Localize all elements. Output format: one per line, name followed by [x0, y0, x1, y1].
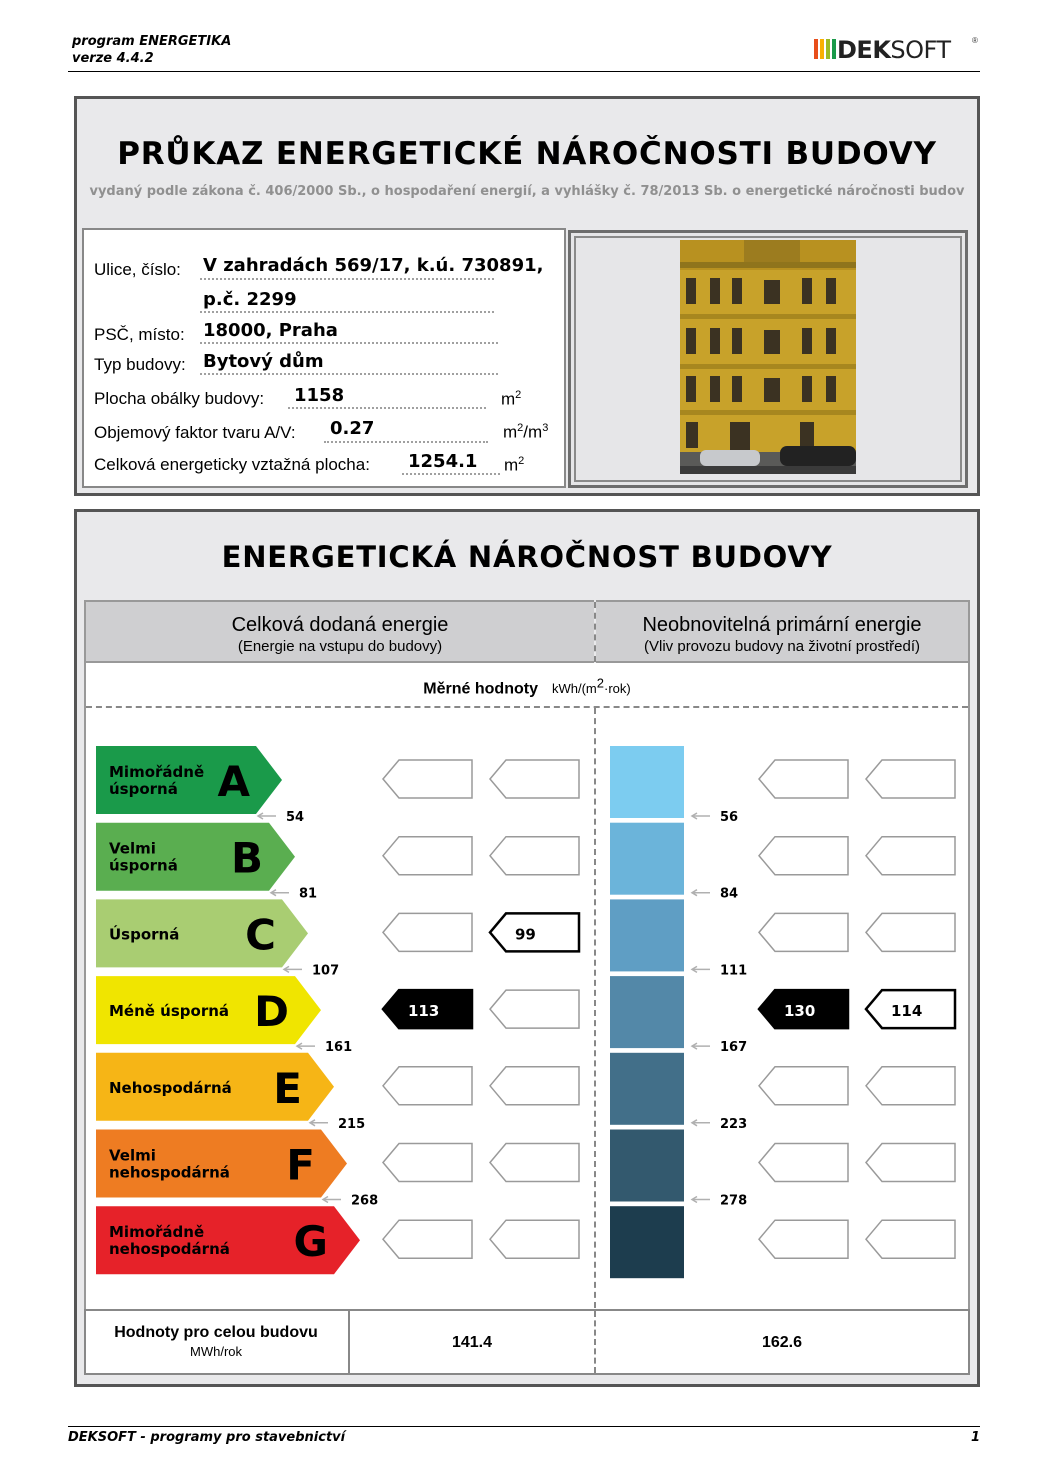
left-reference-tag-g-shape	[490, 1220, 579, 1258]
right-current-tag-g	[759, 1220, 848, 1258]
left-reference-tag-a	[490, 760, 579, 798]
left-reference-tag-d	[490, 990, 579, 1028]
right-reference-tag-a-shape	[866, 760, 955, 798]
street-value-2: p.č. 2299	[203, 289, 297, 310]
left-current-tag-e-shape	[383, 1067, 472, 1105]
left-current-tag-g	[383, 1220, 472, 1258]
right-current-tag-b	[759, 837, 848, 875]
right-reference-tag-e-shape	[866, 1067, 955, 1105]
unit-part-b: ·rok)	[603, 681, 631, 697]
left-current-tag-c	[383, 913, 472, 951]
right-threshold-value: 56	[720, 810, 739, 825]
envelope-label: Plocha obálky budovy:	[94, 389, 265, 408]
right-reference-tag-f	[866, 1144, 955, 1182]
left-threshold-value: 107	[312, 963, 340, 979]
class-letter-f: F	[286, 1140, 315, 1190]
left-reference-tag-c-value: 99	[515, 925, 536, 944]
right-reference-tag-e	[866, 1067, 955, 1105]
left-reference-tag-a-shape	[490, 760, 579, 798]
totals-unit: MWh/rok	[190, 1344, 242, 1359]
type-label: Typ budovy:	[94, 355, 186, 374]
class-label-g-line2: nehospodárná	[109, 1240, 230, 1259]
primary-energy-scale	[610, 746, 684, 1278]
left-reference-tag-d-shape	[490, 990, 579, 1028]
unit-part-a: kWh/(m	[551, 681, 597, 697]
left-current-tag-d	[383, 990, 472, 1028]
envelope-value: 1158	[294, 385, 345, 406]
area-unit-exp: 2	[518, 455, 525, 467]
reference-area-label: Celková energeticky vztažná plocha:	[94, 455, 370, 474]
primary-energy-subtitle: (Vliv provozu budovy na životní prostředí)	[644, 638, 920, 655]
right-current-tag-c-shape	[759, 913, 848, 951]
primary-scale-band-g	[610, 1206, 684, 1278]
class-label-g: Mimořádně	[109, 1223, 205, 1242]
right-threshold-value: 84	[720, 886, 739, 902]
class-label-f-line2: nehospodárná	[109, 1163, 230, 1182]
primary-scale-band-f	[610, 1130, 684, 1202]
street-value-1: V zahradách 569/17, k.ú. 730891,	[203, 255, 544, 276]
class-letter-b: B	[230, 833, 263, 883]
envelope-unit-exp: 2	[515, 389, 522, 401]
psc-label: PSČ, místo:	[94, 325, 185, 344]
street-label: Ulice, číslo:	[94, 260, 181, 279]
left-threshold-value: 215	[338, 1116, 366, 1132]
class-label-b-line2: úsporná	[109, 856, 178, 875]
totals-label: Hodnoty pro celou budovu	[114, 1324, 318, 1341]
class-label-a-line2: úsporná	[109, 780, 178, 798]
class-label-d: Méně úsporná	[109, 1002, 230, 1021]
right-reference-tag-c	[866, 913, 955, 951]
left-current-tag-a	[383, 760, 472, 798]
shape-unit-a: m	[503, 422, 518, 442]
program-name: program ENERGETIKA	[72, 34, 232, 49]
primary-scale-band-d	[610, 976, 684, 1048]
footer-text: DEKSOFT - programy pro stavebnictví	[68, 1430, 346, 1445]
primary-scale-band-a	[610, 746, 684, 818]
primary-scale-band-c	[610, 899, 684, 971]
right-threshold-value: 111	[720, 963, 748, 979]
class-letter-e: E	[273, 1063, 302, 1113]
shape-unit-b-exp: 3	[542, 422, 549, 434]
right-current-tag-g-shape	[759, 1220, 848, 1258]
shape-unit-a-exp: 2	[517, 422, 524, 434]
right-reference-tag-d-value: 114	[891, 1002, 923, 1021]
certificate-title: PRŮKAZ ENERGETICKÉ NÁROČNOSTI BUDOVY	[117, 136, 937, 172]
class-label-c: Úsporná	[109, 925, 180, 944]
unit-exp: 2	[596, 676, 604, 691]
right-reference-tag-g-shape	[866, 1220, 955, 1258]
right-current-tag-f-shape	[759, 1144, 848, 1182]
footer-divider	[68, 1426, 980, 1427]
left-current-tag-d-value: 113	[408, 1002, 440, 1021]
envelope-unit-base: m	[501, 389, 516, 409]
totals-label-block	[84, 1324, 348, 1359]
primary-energy-title: Neobnovitelná primární energie	[642, 614, 922, 636]
class-label-e: Nehospodárná	[109, 1078, 232, 1097]
left-current-tag-b	[383, 837, 472, 875]
left-threshold-value: 54	[286, 810, 305, 825]
right-threshold-value: 278	[720, 1193, 748, 1209]
class-letter-a: A	[217, 757, 250, 806]
right-current-tag-d-value: 130	[784, 1002, 816, 1021]
left-threshold-value: 161	[325, 1040, 353, 1056]
right-reference-tag-a	[866, 760, 955, 798]
right-current-tag-a-shape	[759, 760, 848, 798]
area-unit-base: m	[504, 455, 519, 475]
class-bars	[96, 746, 360, 1274]
right-current-tag-e	[759, 1067, 848, 1105]
shape-factor-label: Objemový faktor tvaru A/V:	[94, 423, 296, 442]
class-letter-g: G	[293, 1217, 328, 1267]
left-current-tag-f-shape	[383, 1144, 472, 1182]
shape-factor-value: 0.27	[330, 418, 375, 439]
right-current-tag-f	[759, 1144, 848, 1182]
class-label-b: Velmi	[109, 839, 156, 858]
primary-scale-band-e	[610, 1053, 684, 1125]
primary-scale-band-b	[610, 823, 684, 895]
reference-area-value: 1254.1	[408, 451, 478, 472]
certificate-subtitle: vydaný podle zákona č. 406/2000 Sb., o hospodaření energií, a vyhlášky č. 78/2013 Sb. o energetické náročnosti budov	[89, 184, 965, 199]
left-reference-tag-g	[490, 1220, 579, 1258]
left-threshold-value: 268	[351, 1193, 379, 1209]
logo-registered: ®	[972, 36, 978, 45]
specific-values-label: Měrné hodnoty	[423, 680, 538, 698]
left-current-tag-e	[383, 1067, 472, 1105]
program-version: verze 4.4.2	[72, 51, 154, 66]
type-value: Bytový dům	[203, 351, 324, 372]
left-reference-tag-e	[490, 1067, 579, 1105]
right-reference-tag-b-shape	[866, 837, 955, 875]
left-reference-tag-f-shape	[490, 1144, 579, 1182]
right-current-tag-e-shape	[759, 1067, 848, 1105]
performance-title: ENERGETICKÁ NÁROČNOST BUDOVY	[221, 540, 833, 574]
logo-bold: DEK	[837, 36, 891, 64]
right-current-tag-c	[759, 913, 848, 951]
logo-light: SOFT	[890, 36, 951, 64]
right-reference-tag-f-shape	[866, 1144, 955, 1182]
class-letter-d: D	[254, 987, 289, 1037]
page-number: 1	[970, 1430, 980, 1445]
shape-unit-b: /m	[523, 422, 543, 442]
right-threshold-value: 167	[720, 1040, 748, 1056]
total-delivered-energy: 141.4	[451, 1334, 493, 1351]
right-current-tag-d	[759, 990, 848, 1028]
left-reference-tag-b-shape	[490, 837, 579, 875]
left-reference-tag-c	[490, 913, 579, 951]
right-current-tag-b-shape	[759, 837, 848, 875]
right-reference-tag-g	[866, 1220, 955, 1258]
right-reference-tag-c-shape	[866, 913, 955, 951]
class-label-a: Mimořádně	[109, 763, 205, 781]
right-current-tag-a	[759, 760, 848, 798]
left-threshold-value: 81	[299, 886, 318, 902]
delivered-energy-title: Celková dodaná energie	[231, 614, 449, 636]
left-current-tag-f	[383, 1144, 472, 1182]
class-letter-c: C	[245, 910, 276, 960]
right-reference-tag-d	[866, 990, 955, 1028]
total-primary-energy: 162.6	[761, 1334, 803, 1351]
left-current-tag-g-shape	[383, 1220, 472, 1258]
left-reference-tag-b	[490, 837, 579, 875]
psc-value: 18000, Praha	[203, 320, 338, 341]
delivered-energy-subtitle: (Energie na vstupu do budovy)	[237, 638, 443, 655]
left-current-tag-a-shape	[383, 760, 472, 798]
left-reference-tag-e-shape	[490, 1067, 579, 1105]
left-current-tag-b-shape	[383, 837, 472, 875]
right-reference-tag-b	[866, 837, 955, 875]
left-reference-tag-f	[490, 1144, 579, 1182]
class-label-f: Velmi	[109, 1146, 156, 1165]
left-current-tag-c-shape	[383, 913, 472, 951]
right-threshold-value: 223	[720, 1116, 748, 1132]
